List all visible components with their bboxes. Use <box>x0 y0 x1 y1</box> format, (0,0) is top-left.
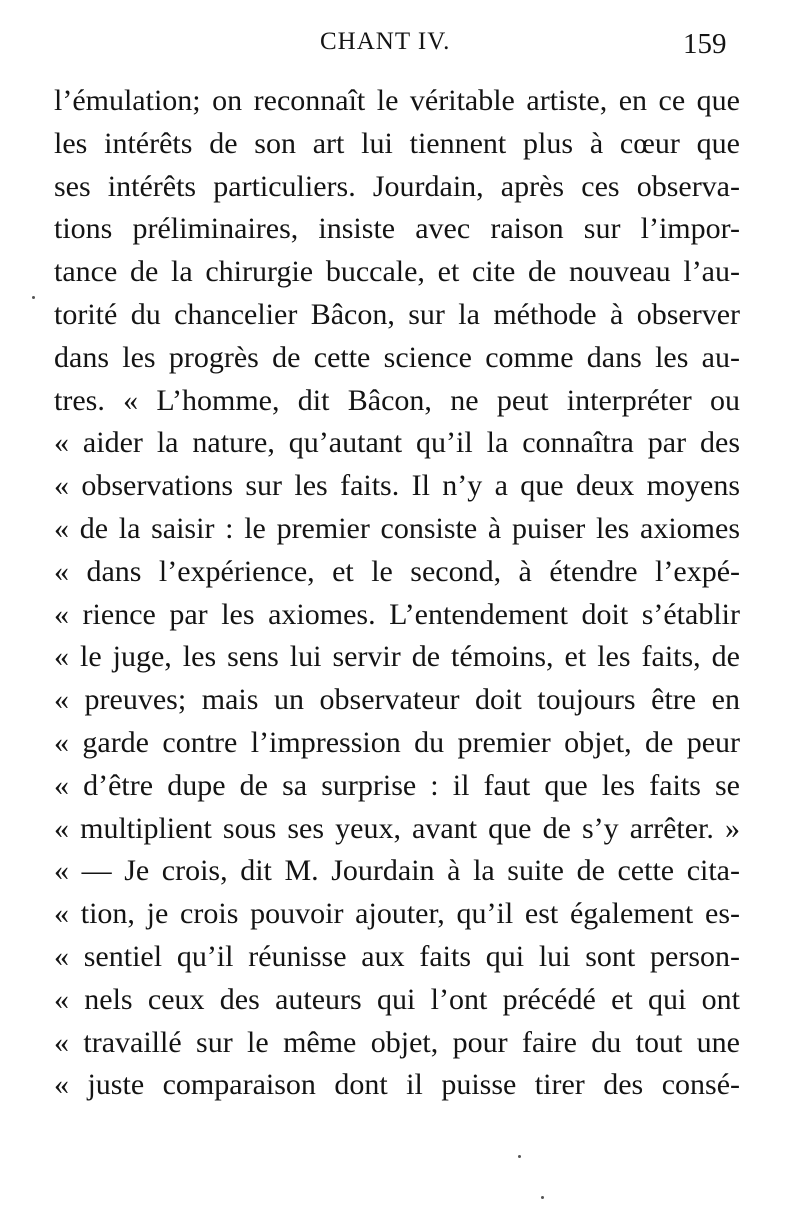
paper-speck <box>32 296 35 299</box>
page-number: 159 <box>683 28 727 60</box>
body-text <box>54 80 740 1107</box>
text-line: « sentiel qu’il réunisse aux faits qui lui sont person- <box>54 939 740 973</box>
text-line: « — Je crois, dit M. Jourdain à la suite de cette cita- <box>54 854 740 888</box>
text-line: torité du chancelier Bâcon, sur la méthode à observer <box>54 297 740 331</box>
text-line: « rience par les axiomes. L’entendement doit s’établir <box>54 597 740 631</box>
text-line: « aider la nature, qu’autant qu’il la connaîtra par des <box>54 426 740 460</box>
text-line: tres. « L’homme, dit Bâcon, ne peut interpréter ou <box>54 383 740 417</box>
text-line: « dans l’expérience, et le second, à étendre l’expé- <box>54 554 740 588</box>
page-header <box>0 22 800 62</box>
paper-speck <box>541 1196 544 1199</box>
text-line: l’émulation; on reconnaît le véritable artiste, en ce que <box>54 84 740 117</box>
text-line: « nels ceux des auteurs qui l’ont précédé et qui ont <box>54 982 740 1016</box>
text-line: « le juge, les sens lui servir de témoins, et les faits, de <box>54 640 740 674</box>
text-line: tance de la chirurgie buccale, et cite de nouveau l’au- <box>54 255 740 289</box>
paper-speck <box>518 1155 521 1158</box>
text-line: « tion, je crois pouvoir ajouter, qu’il est également es- <box>54 897 740 931</box>
running-title: CHANT IV. <box>320 28 451 55</box>
text-line: « observations sur les faits. Il n’y a que deux moyens <box>54 469 740 503</box>
text-line: dans les progrès de cette science comme dans les au- <box>54 340 740 374</box>
text-line: « garde contre l’impression du premier objet, de peur <box>54 725 740 759</box>
text-line: « preuves; mais un observateur doit toujours être en <box>54 683 740 717</box>
text-line: les intérêts de son art lui tiennent plus à cœur que <box>54 126 740 160</box>
text-line: « multiplient sous ses yeux, avant que de s’y arrêter. » <box>54 811 740 845</box>
text-line: « travaillé sur le même objet, pour faire du tout une <box>54 1025 740 1059</box>
text-line: ses intérêts particuliers. Jourdain, après ces observa- <box>54 169 740 203</box>
text-line: « juste comparaison dont il puisse tirer des consé- <box>54 1068 740 1102</box>
text-line: « d’être dupe de sa surprise : il faut que les faits se <box>54 768 740 802</box>
text-line: « de la saisir : le premier consiste à puiser les axiomes <box>54 511 740 545</box>
text-line: tions préliminaires, insiste avec raison sur l’impor- <box>54 212 740 246</box>
